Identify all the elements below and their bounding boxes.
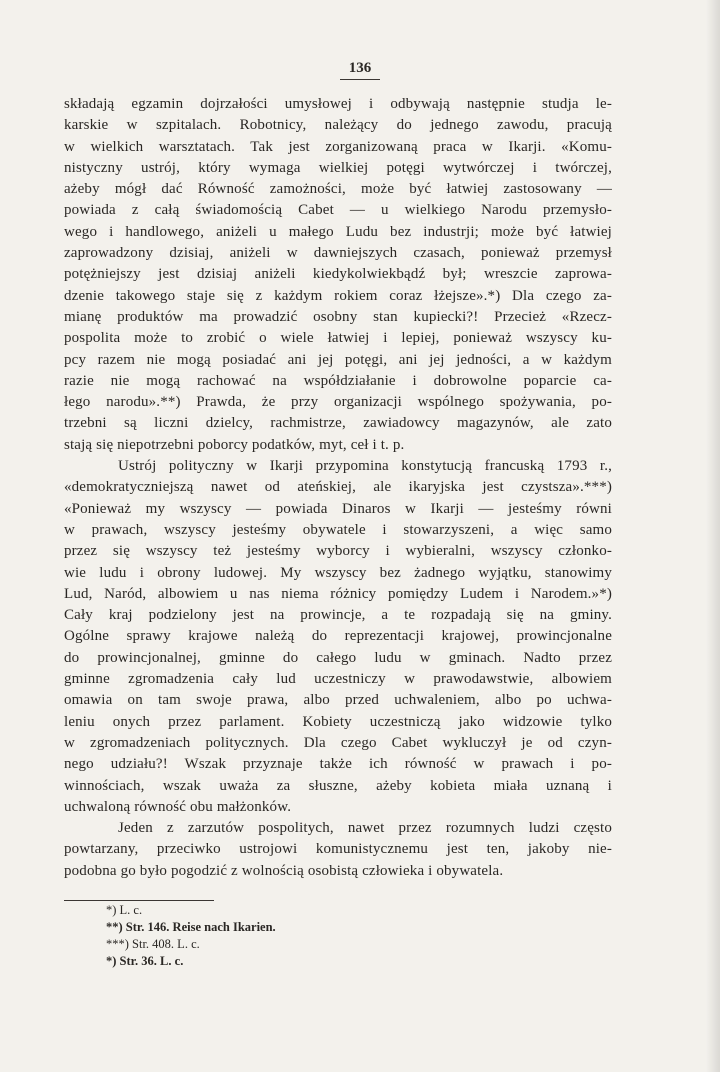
text-line: w wielkich warsztatach. Tak jest zorganizowaną praca w Ikarji. «Komu- [64, 138, 612, 155]
text-line: winnościach, wszak uważa za słuszne, ażeby kobieta miała uznaną i [64, 777, 612, 794]
text-line: pcy razem nie mogą posiadać ani jej potęgi, ani jej jedności, a w każdym [64, 351, 612, 368]
text-line: gminne zgromadzenia cały lud uczestniczy w prawodawstwie, albowiem [64, 671, 612, 688]
footnote: **) Str. 146. Reise nach Ikarien. [106, 920, 276, 934]
footnote: *) Str. 36. L. c. [106, 954, 184, 968]
text-line: przez się wszyscy też jesteśmy wyborcy i wybieralni, wszyscy członko- [64, 543, 612, 560]
footnote: ***) Str. 408. L. c. [106, 937, 200, 951]
text-line: trzebni są liczni dzielcy, rachmistrze, zawiadowcy magazynów, ale zato [64, 415, 612, 432]
text-line: stają się niepotrzebni poborcy podatków, myt, ceł i t. p. [64, 436, 405, 453]
text-line: uchwaloną równość obu małżonków. [64, 798, 292, 815]
text-line: Ustrój polityczny w Ikarji przypomina konstytucją francuską 1793 r., [118, 458, 612, 475]
text-line: w prawach, wszyscy jesteśmy obywatele i stowarzyszeni, a więc samo [64, 521, 612, 538]
page-edge-shadow [706, 0, 720, 1072]
text-line: do prowincjonalnej, gminne do całego ludu w gminach. Nadto przez [64, 649, 612, 666]
footnote-separator [64, 900, 214, 901]
text-line: powtarzany, przeciwko ustrojowi komunistycznemu jest ten, jakoby nie- [64, 841, 612, 858]
footnote: *) L. c. [106, 903, 143, 917]
text-line: ażeby mógł dać Równość zamożności, może być łatwiej zastosowany — [64, 181, 612, 198]
text-line: mianę produktów ma prowadzić osobny stan kupiecki?! Przecież «Rzecz- [64, 308, 612, 325]
text-line: dzenie takowego staje się z każdym rokiem coraz łżejsze».*) Dla czego za- [64, 287, 612, 304]
text-line: powiada z całą świadomością Cabet — u wielkiego Narodu przemysło- [64, 202, 612, 219]
text-line: omawia on tam swoje prawa, albo przed uchwaleniem, albo po uchwa- [64, 692, 612, 709]
text-line: «Ponieważ my wszyscy — powiada Dinaros w Ikarji — jesteśmy równi [64, 500, 612, 517]
text-line: nistyczny ustrój, który wymaga wielkiej potęgi wytwórczej i twórczej, [64, 159, 612, 176]
page-number-underline [340, 79, 380, 80]
text-line: potężniejszy jest dzisiaj aniżeli kiedykolwiekbądź był; wreszcie zaprowa- [64, 266, 612, 283]
footnotes [106, 902, 506, 970]
text-line: razie nie mogą rachować na współdziałanie i dobrowolne poparcie ca- [64, 372, 612, 389]
text-line: zaprowadzony dzisiaj, aniżeli w dawniejszych czasach, ponieważ przemysł [64, 245, 612, 262]
text-line: wego i handlowego, aniżeli u małego Ludu bez industrji; może być łatwiej [64, 223, 612, 240]
text-line: pospolita może to zrobić o wiele łatwiej i lepiej, ponieważ wszyscy ku- [64, 330, 612, 347]
text-line: łego narodu».**) Prawda, że przy organizacji wspólnego spożywania, po- [64, 394, 612, 411]
text-line: Lud, Naród, albowiem u nas niema różnicy pomiędzy Ludem i Narodem.»*) [64, 585, 612, 602]
text-line: Ogólne sprawy krajowe należą do reprezentacji krajowej, prowincjonalne [64, 628, 612, 645]
body-text [64, 94, 612, 882]
text-line: karskie w szpitalach. Robotnicy, należący do jednego zawodu, pracują [64, 117, 612, 134]
text-line: w zgromadzeniach politycznych. Dla czego Cabet wykluczył je od czyn- [64, 734, 612, 751]
text-line: składają egzamin dojrzałości umysłowej i odbywają następnie studja le- [64, 96, 612, 112]
text-line: podobna go było pogodzić z wolnością osobistą człowieka i obywatela. [64, 862, 504, 879]
text-line: Jeden z zarzutów pospolitych, nawet przez rozumnych ludzi często [118, 820, 612, 837]
text-line: «demokratyczniejszą nawet od ateńskiej, ale ikaryjska jest czystsza».***) [64, 479, 612, 496]
text-line: Cały kraj podzielony jest na prowincje, a te rozpadają się na gminy. [64, 607, 612, 624]
page-number: 136 [348, 60, 372, 76]
text-line: leniu onych przez parlament. Kobiety uczestniczą jako widzowie tylko [64, 713, 612, 730]
text-line: nego udziału?! Wszak przyznaje także ich równość w prawach i po- [64, 756, 612, 773]
text-line: wie ludu i obrony ludowej. My wszyscy bez żadnego wyjątku, stanowimy [64, 564, 612, 581]
